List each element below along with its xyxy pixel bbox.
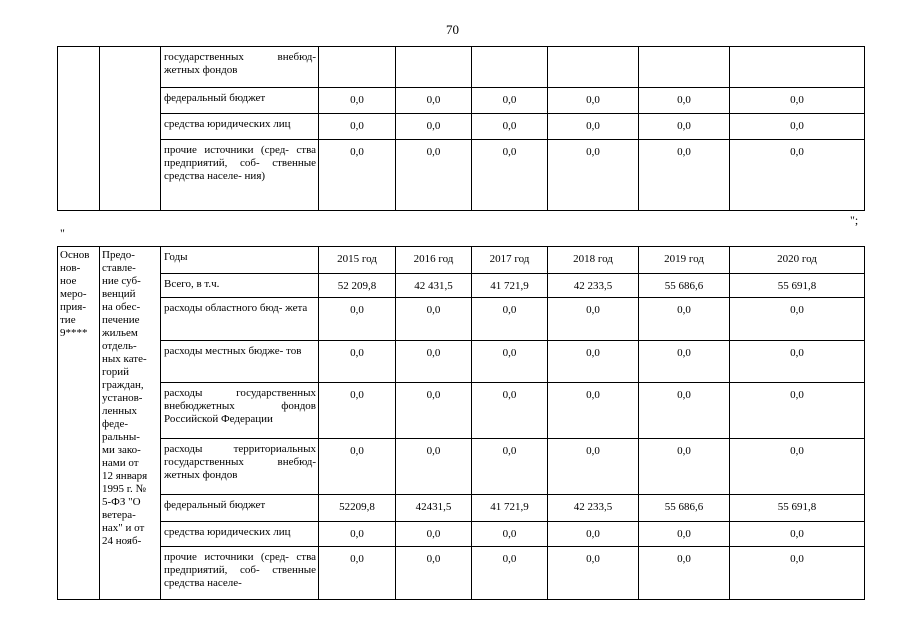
cell-value: 55 686,6	[639, 274, 730, 298]
cell-value: 0,0	[730, 114, 865, 140]
cell-value: 0,0	[472, 298, 548, 341]
cell-value: 0,0	[548, 439, 639, 495]
cell-value: 0,0	[639, 439, 730, 495]
cell-value: 0,0	[319, 547, 396, 600]
cell-value: 0,0	[472, 383, 548, 439]
year-header: 2019 год	[639, 247, 730, 274]
main-activity-line: тие	[60, 314, 76, 326]
activity-description-line: ми зако-	[102, 444, 141, 456]
cell-value: 0,0	[319, 383, 396, 439]
activity-description-line: феде-	[102, 418, 129, 430]
cell-value: 0,0	[396, 140, 472, 211]
opening-quote: "	[60, 226, 65, 240]
main-activity-line: прия-	[60, 301, 86, 313]
cell-value: 0,0	[548, 522, 639, 547]
activity-description-line: ленных	[102, 405, 138, 417]
cell-value: 55 691,8	[730, 274, 865, 298]
cell-value: 0,0	[472, 88, 548, 114]
activity-description-line: ральны-	[102, 431, 140, 443]
cell-value: 0,0	[319, 341, 396, 383]
bottom-table	[57, 246, 865, 600]
row-territorial-extrabudget	[58, 439, 865, 495]
cell-value: 0,0	[472, 341, 548, 383]
cell-value: 42 431,5	[396, 274, 472, 298]
row-label: государственных внебюд- жетных фондов	[161, 47, 319, 88]
top-row-legal	[58, 114, 865, 140]
activity-description-line: отдель-	[102, 340, 137, 352]
main-activity-label	[60, 249, 97, 340]
cell-value: 0,0	[639, 114, 730, 140]
year-header: 2015 год	[319, 247, 396, 274]
cell-value: 0,0	[319, 298, 396, 341]
activity-description	[102, 249, 158, 548]
cell-value: 0,0	[730, 547, 865, 600]
row-other	[58, 547, 865, 600]
row-label: федеральный бюджет	[161, 88, 319, 114]
page-number: 70	[446, 22, 459, 37]
cell-value: 0,0	[730, 383, 865, 439]
cell-value: 0,0	[730, 88, 865, 114]
row-years	[58, 247, 865, 274]
row-total	[58, 274, 865, 298]
main-activity-line: Основ	[60, 249, 90, 261]
activity-description-line: ветера-	[102, 509, 136, 521]
row-label: прочие источники (сред- ства предприятий, соб- ственные средства населе- ния)	[161, 140, 319, 211]
closing-quote: ";	[850, 213, 859, 227]
cell-value: 52 209,8	[319, 274, 396, 298]
cell-value: 0,0	[396, 383, 472, 439]
activity-description-line: печение	[102, 314, 140, 326]
activity-description-line: ных кате-	[102, 353, 147, 365]
cell-value	[319, 47, 396, 88]
cell-value: 0,0	[730, 341, 865, 383]
activity-description-line: установ-	[102, 392, 143, 404]
cell-value: 0,0	[730, 140, 865, 211]
cell-value: 0,0	[639, 383, 730, 439]
cell-value	[639, 47, 730, 88]
row-label: Всего, в т.ч.	[161, 274, 319, 298]
cell-value	[548, 47, 639, 88]
cell-value: 0,0	[639, 341, 730, 383]
cell-value: 42 233,5	[548, 274, 639, 298]
cell-value: 41 721,9	[472, 495, 548, 522]
cell-value: 55 686,6	[639, 495, 730, 522]
cell-value: 0,0	[639, 522, 730, 547]
main-activity-line: нов-	[60, 262, 81, 274]
cell-value: 0,0	[639, 298, 730, 341]
cell-value: 0,0	[396, 439, 472, 495]
cell-value	[472, 47, 548, 88]
cell-value: 0,0	[472, 140, 548, 211]
cell-value: 0,0	[472, 547, 548, 600]
year-header: 2020 год	[730, 247, 865, 274]
cell-value: 0,0	[639, 140, 730, 211]
main-activity-line: ное	[60, 275, 77, 287]
cell-value: 0,0	[548, 383, 639, 439]
cell-value: 55 691,8	[730, 495, 865, 522]
row-label: Годы	[161, 247, 319, 274]
main-activity-cell	[58, 247, 100, 600]
cell-value: 0,0	[319, 522, 396, 547]
activity-description-line: ние суб-	[102, 275, 141, 287]
cell-value: 0,0	[396, 88, 472, 114]
year-header: 2017 год	[472, 247, 548, 274]
activity-description-line: на обес-	[102, 301, 141, 313]
year-header: 2018 год	[548, 247, 639, 274]
cell-value: 0,0	[319, 114, 396, 140]
activity-description-line: горий	[102, 366, 130, 378]
cell-value: 0,0	[319, 439, 396, 495]
cell-value: 0,0	[396, 522, 472, 547]
row-label: прочие источники (сред- ства предприятий, соб- ственные средства населе-	[161, 547, 319, 600]
cell-value: 0,0	[396, 114, 472, 140]
cell-value: 0,0	[396, 547, 472, 600]
cell-value: 0,0	[548, 341, 639, 383]
activity-description-line: 5-ФЗ "О	[102, 496, 141, 508]
cell-value: 0,0	[548, 140, 639, 211]
cell-value: 0,0	[730, 439, 865, 495]
cell-value: 0,0	[730, 522, 865, 547]
activity-description-line: венций	[102, 288, 136, 300]
cell-value: 0,0	[639, 547, 730, 600]
activity-description-line: 1995 г. №	[102, 483, 147, 495]
activity-description-line: 12 января	[102, 470, 148, 482]
top-row-federal	[58, 88, 865, 114]
cell-value: 0,0	[319, 88, 396, 114]
year-header: 2016 год	[396, 247, 472, 274]
row-label: расходы территориальных государственных внебюд- жетных фондов	[161, 439, 319, 495]
row-label: расходы государственных внебюджетных фондов Российской Федерации	[161, 383, 319, 439]
activity-description-line: Предо-	[102, 249, 135, 261]
main-activity-line: 9****	[60, 327, 88, 339]
cell-value: 0,0	[472, 439, 548, 495]
row-state-extrabudget	[58, 383, 865, 439]
row-label: расходы областного бюд- жета	[161, 298, 319, 341]
cell-value: 0,0	[396, 341, 472, 383]
cell-value: 0,0	[730, 298, 865, 341]
cell-value: 0,0	[548, 298, 639, 341]
activity-description-line: 24 нояб-	[102, 535, 142, 547]
cell-value: 0,0	[639, 88, 730, 114]
cell-value: 42431,5	[396, 495, 472, 522]
activity-description-line: жильем	[102, 327, 138, 339]
activity-description-line: нами от	[102, 457, 139, 469]
top-col2-empty	[100, 47, 161, 211]
row-label: средства юридических лиц	[161, 114, 319, 140]
activity-description-line: нах" и от	[102, 522, 145, 534]
activity-description-line: ставле-	[102, 262, 136, 274]
top-table	[57, 46, 865, 211]
cell-value	[730, 47, 865, 88]
top-col1-empty	[58, 47, 100, 211]
cell-value: 0,0	[548, 88, 639, 114]
row-label: федеральный бюджет	[161, 495, 319, 522]
row-federal	[58, 495, 865, 522]
cell-value: 0,0	[548, 547, 639, 600]
top-row-other	[58, 140, 865, 211]
row-label: расходы местных бюдже- тов	[161, 341, 319, 383]
cell-value: 41 721,9	[472, 274, 548, 298]
top-row-extrabudget	[58, 47, 865, 88]
row-legal	[58, 522, 865, 547]
cell-value: 0,0	[319, 140, 396, 211]
row-regional	[58, 298, 865, 341]
cell-value: 0,0	[396, 298, 472, 341]
activity-description-cell	[100, 247, 161, 600]
row-local	[58, 341, 865, 383]
row-label: средства юридических лиц	[161, 522, 319, 547]
cell-value	[396, 47, 472, 88]
cell-value: 0,0	[548, 114, 639, 140]
main-activity-line: меро-	[60, 288, 87, 300]
cell-value: 52209,8	[319, 495, 396, 522]
cell-value: 0,0	[472, 522, 548, 547]
cell-value: 0,0	[472, 114, 548, 140]
cell-value: 42 233,5	[548, 495, 639, 522]
activity-description-line: граждан,	[102, 379, 144, 391]
